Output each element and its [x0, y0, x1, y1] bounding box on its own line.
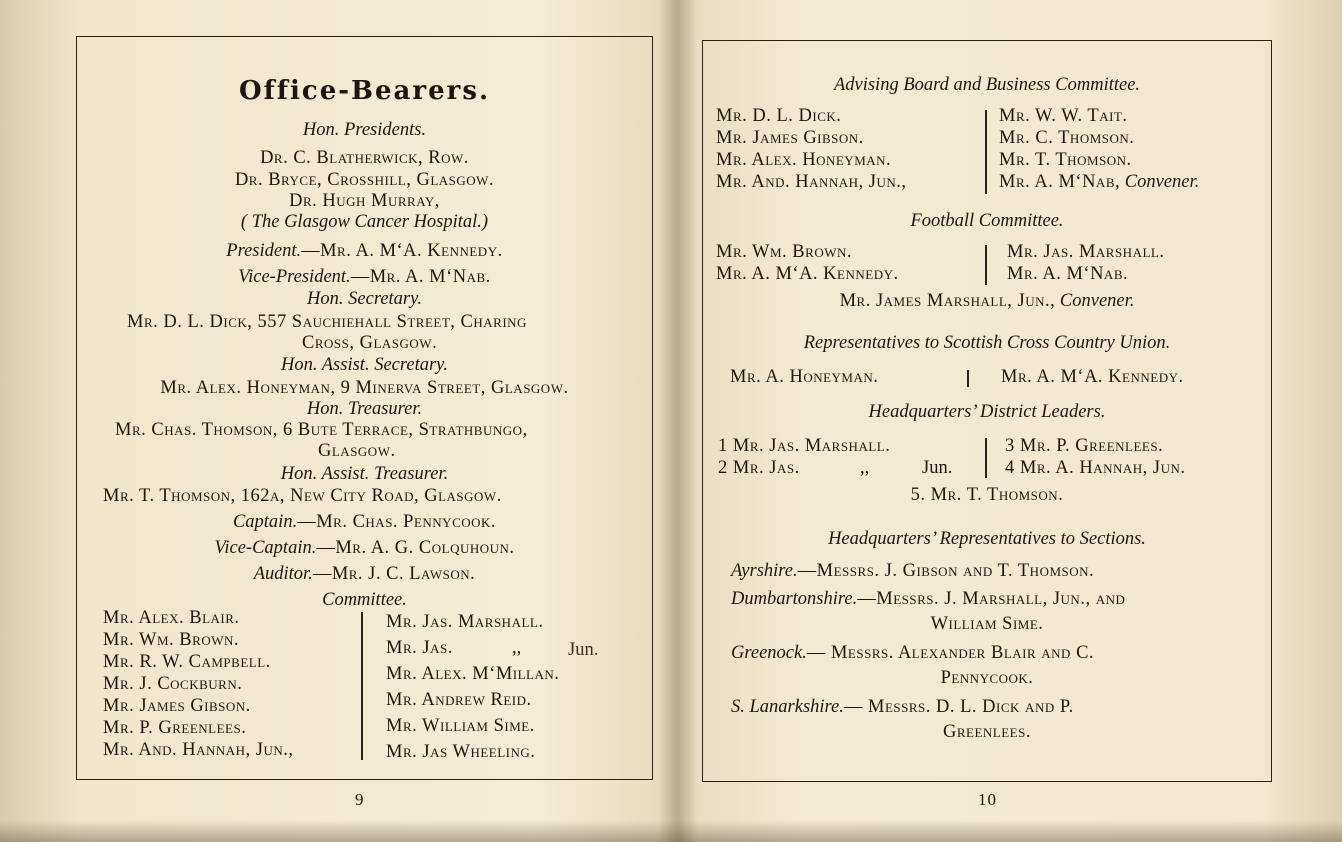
representative: Mr. A. M‘A. Kennedy. [1001, 367, 1184, 387]
dumbarton-line [731, 588, 1125, 610]
ayrshire-reps: —Messrs. J. Gibson and T. Thomson. [797, 561, 1095, 581]
jun-suffix: Jun. [922, 458, 953, 478]
auditor-name: —Mr. J. C. Lawson. [312, 564, 476, 584]
president-label: President. [226, 241, 302, 261]
football-divider [985, 245, 987, 285]
committee-member: Mr. R. W. Campbell. [103, 652, 271, 672]
dumbarton-reps-cont: William Sime. [930, 614, 1044, 634]
hon-assist-secretary-label: Hon. Assist. Secretary. [280, 355, 448, 375]
greenock-label: Greenock. [731, 643, 807, 663]
advising-member: Mr. C. Thomson. [999, 128, 1135, 148]
dumbarton-label: Dumbartonshire. [731, 589, 858, 609]
auditor-label: Auditor. [253, 564, 313, 584]
advising-member: Mr. And. Hannah, Jun., [716, 172, 907, 192]
advising-divider [985, 110, 987, 194]
convener-label: Convener. [1124, 172, 1200, 192]
committee-member: Mr. Jas. Marshall. [386, 612, 544, 632]
hon-treasurer-line-1: Mr. Chas. Thomson, 6 Bute Terrace, Strathbungo, [115, 420, 528, 440]
committee-member: Mr. J. Cockburn. [103, 674, 243, 694]
advising-member: Mr. Alex. Honeyman. [716, 150, 892, 170]
committee-member: Mr. And. Hannah, Jun., [103, 740, 294, 760]
hon-president-3: Dr. Hugh Murray, [289, 191, 440, 211]
committee-member: Mr. Alex. Blair. [103, 608, 240, 628]
hon-assist-secretary: Mr. Alex. Honeyman, 9 Minerva Street, Glasgow. [160, 378, 569, 398]
hon-treasurer-label: Hon. Treasurer. [306, 399, 423, 419]
ditto-mark: ,, [860, 458, 870, 478]
committee-member: Mr. Jas Wheeling. [386, 742, 536, 762]
district-leader: 4 Mr. A. Hannah, Jun. [1005, 458, 1186, 478]
president-name: —Mr. A. M‘A. Kennedy. [301, 241, 503, 261]
sections-label: Headquarters’ Representatives to Sections. [828, 529, 1146, 549]
football-member: Mr. Wm. Brown. [716, 242, 852, 262]
committee-member: Mr. Andrew Reid. [386, 690, 532, 710]
committee-member: Mr. James Gibson. [103, 696, 251, 716]
president-line [76, 240, 653, 262]
committee-member: Mr. Jas. [386, 638, 453, 658]
advising-member: Mr. James Gibson. [716, 128, 864, 148]
advising-board-label: Advising Board and Business Committee. [833, 75, 1141, 95]
hon-secretary-label: Hon. Secretary. [307, 289, 422, 309]
lanark-reps: — Messrs. D. L. Dick and P. [843, 697, 1074, 717]
vice-president-line [76, 266, 653, 288]
football-member: Mr. A. M‘A. Kennedy. [716, 264, 899, 284]
lanark-label: S. Lanarkshire. [731, 697, 844, 717]
football-convener-line [702, 290, 1272, 312]
ditto-mark: ,, [512, 638, 522, 658]
dumbarton-reps: —Messrs. J. Marshall, Jun., and [857, 589, 1126, 609]
hon-assist-treasurer: Mr. T. Thomson, 162a, New City Road, Glasgow. [103, 486, 502, 506]
committee-member: Mr. P. Greenlees. [103, 718, 247, 738]
advising-member: Mr. D. L. Dick. [716, 106, 842, 126]
greenock-reps-cont: Pennycook. [940, 668, 1034, 688]
hon-president-3-note: ( The Glasgow Cancer Hospital.) [240, 212, 489, 232]
hon-secretary-line-2: Cross, Glasgow. [302, 333, 438, 353]
vice-captain-label: Vice-Captain. [214, 538, 317, 558]
committee-member: Mr. William Sime. [386, 716, 535, 736]
district-leader-5: 5. Mr. T. Thomson. [910, 485, 1064, 505]
representatives-label: Representatives to Scottish Cross Country Union. [803, 333, 1171, 353]
greenock-line [731, 642, 1094, 664]
district-leader: 1 Mr. Jas. Marshall. [718, 436, 891, 456]
advising-convener-name: Mr. A. M‘Nab, [999, 172, 1121, 192]
committee-member: Mr. Alex. M‘Millan. [386, 664, 560, 684]
hon-treasurer-line-2: Glasgow. [318, 441, 396, 461]
committee-label: Committee. [322, 590, 407, 610]
ayrshire-line [731, 560, 1094, 582]
committee-member: Mr. Wm. Brown. [103, 630, 239, 650]
hon-assist-treasurer-label: Hon. Assist. Treasurer. [280, 464, 449, 484]
district-leader: 2 Mr. Jas. [718, 458, 800, 478]
ayrshire-label: Ayrshire. [731, 561, 798, 581]
captain-label: Captain. [232, 512, 298, 532]
football-committee-label: Football Committee. [910, 211, 1064, 231]
advising-convener-line [999, 171, 1199, 193]
captain-line [76, 511, 653, 533]
football-member: Mr. Jas. Marshall. [1007, 242, 1165, 262]
greenock-reps: — Messrs. Alexander Blair and C. [806, 643, 1095, 663]
representatives-divider [967, 370, 969, 387]
representative: Mr. A. Honeyman. [730, 367, 879, 387]
vice-president-label: Vice-President. [238, 267, 351, 287]
convener-label: Convener. [1059, 291, 1135, 311]
jun-suffix: Jun. [568, 640, 599, 660]
district-leaders-label: Headquarters’ District Leaders. [868, 402, 1106, 422]
page-heading: Office-Bearers. [238, 76, 491, 106]
district-leader: 3 Mr. P. Greenlees. [1005, 436, 1164, 456]
committee-divider [361, 612, 363, 760]
football-member: Mr. A. M‘Nab. [1007, 264, 1129, 284]
page-number-right: 10 [978, 790, 997, 809]
advising-member: Mr. W. W. Tait. [999, 106, 1128, 126]
vice-captain-name: —Mr. A. G. Colquhoun. [316, 538, 515, 558]
lanark-line [731, 696, 1074, 718]
advising-member: Mr. T. Thomson. [999, 150, 1132, 170]
lanark-reps-cont: Greenlees. [943, 722, 1031, 742]
captain-name: —Mr. Chas. Pennycook. [297, 512, 497, 532]
vice-president-name: —Mr. A. M‘Nab. [350, 267, 491, 287]
page-number-left: 9 [355, 790, 365, 809]
hon-presidents-label: Hon. Presidents. [302, 120, 427, 140]
auditor-line [76, 563, 653, 585]
hon-president-1: Dr. C. Blatherwick, Row. [260, 148, 469, 168]
vice-captain-line [76, 537, 653, 559]
hon-president-2: Dr. Bryce, Crosshill, Glasgow. [234, 170, 495, 190]
hon-secretary-line-1: Mr. D. L. Dick, 557 Sauchiehall Street, Charing [127, 312, 527, 332]
football-convener-name: Mr. James Marshall, Jun., [839, 291, 1056, 311]
leaders-divider [985, 438, 987, 478]
